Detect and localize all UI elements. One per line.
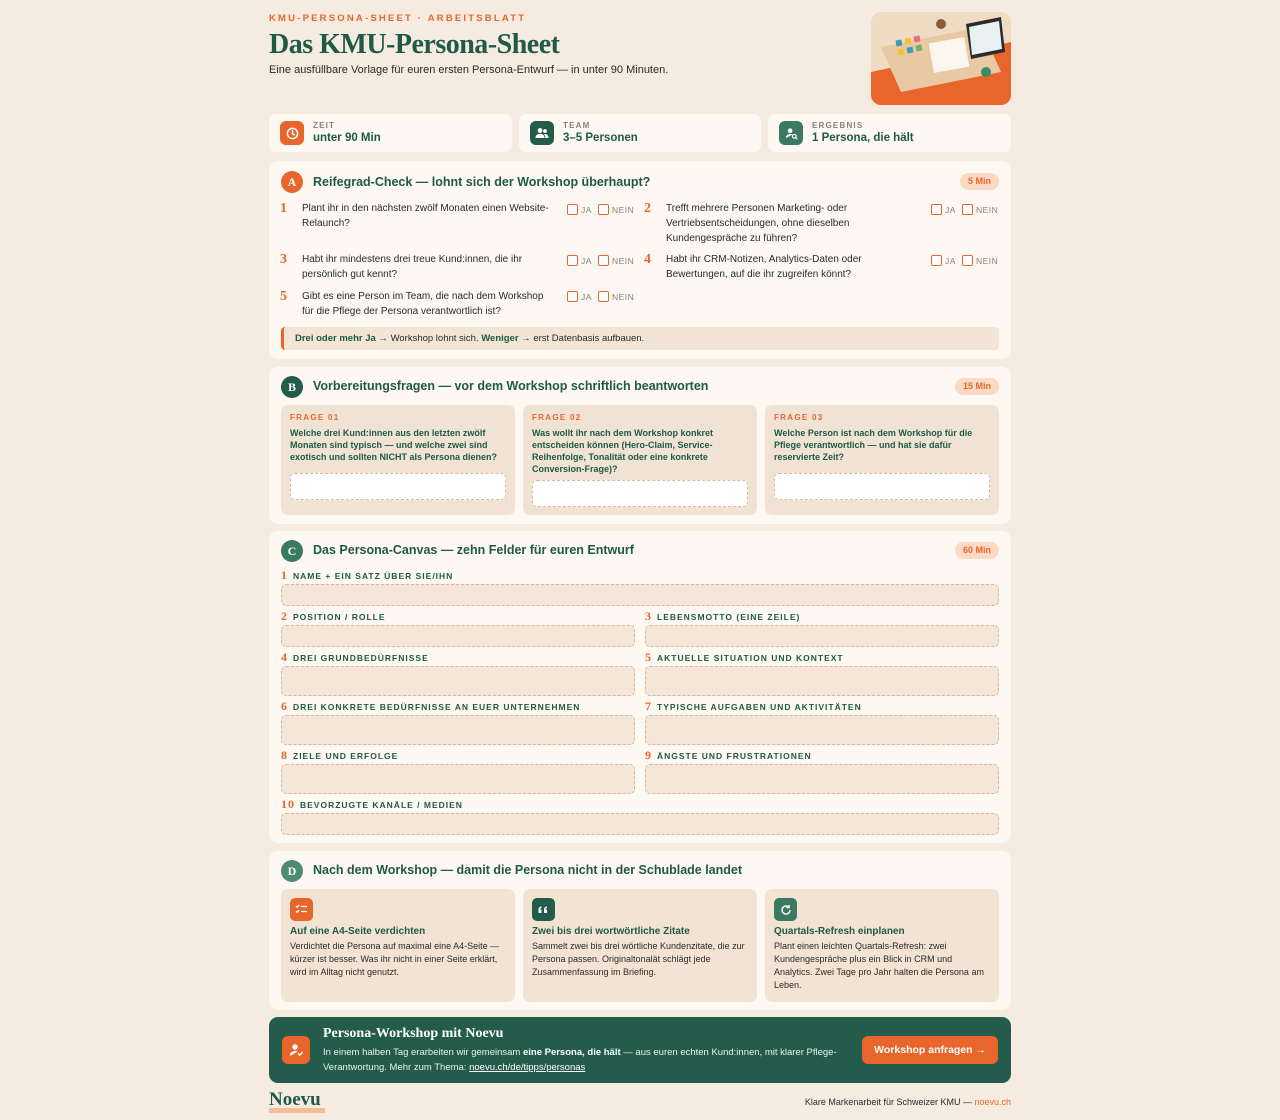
prep-question-text: Welche Person ist nach dem Workshop für die Pflege verantwortlich — und hat sie dafür reservierte Zeit?	[774, 428, 973, 462]
field-number: 4	[281, 650, 288, 664]
verdict-yes-result: → Workshop lohnt sich.	[375, 333, 482, 344]
tagline-text: Klare Markenarbeit für Schweizer KMU —	[804, 1097, 975, 1107]
stat-label: ZEIT	[313, 121, 336, 130]
field-number: 3	[645, 609, 652, 623]
section-badge: D	[281, 860, 303, 882]
checkbox-box[interactable]	[598, 204, 609, 215]
workshop-request-button[interactable]: Workshop anfragen →	[862, 1036, 998, 1064]
checkbox-box[interactable]	[931, 204, 942, 215]
stat-label: ERGEBNIS	[812, 121, 864, 130]
field-label: AKTUELLE SITUATION UND KONTEXT	[657, 653, 844, 663]
person-check-icon	[282, 1036, 310, 1064]
worksheet-page	[269, 0, 1011, 1110]
field-label: BEVORZUGTE KANÄLE / MEDIEN	[300, 800, 463, 810]
cta-text-part: In einem halben Tag erarbeiten wir gemeinsam	[323, 1047, 523, 1058]
checklist-icon	[290, 898, 313, 921]
field-number: 8	[281, 748, 288, 762]
yes-label: JA	[945, 255, 956, 266]
prep-question-label: FRAGE 02	[532, 413, 582, 422]
section-badge: B	[281, 376, 303, 398]
hero-illustration	[871, 12, 1011, 105]
canvas-field-input[interactable]	[281, 584, 999, 606]
verdict-no: Weniger	[481, 333, 519, 344]
field-number: 10	[281, 797, 295, 811]
question-number: 2	[644, 201, 651, 216]
checkbox-box[interactable]	[962, 255, 973, 266]
canvas-field-label	[281, 609, 386, 624]
prep-question-card	[523, 405, 757, 515]
no-checkbox[interactable]	[962, 255, 998, 266]
question-text: Gibt es eine Person im Team, die nach dem Workshop für die Pflege der Persona verantwortlich ist?	[302, 291, 544, 317]
time-badge: 5 Min	[960, 173, 999, 190]
prep-question-card	[765, 405, 999, 515]
prep-answer-input[interactable]	[290, 473, 506, 500]
cta-title: Persona-Workshop mit Noevu	[323, 1026, 504, 1041]
section-title: Reifegrad-Check — lohnt sich der Workshop überhaupt?	[313, 175, 651, 189]
field-label: LEBENSMOTTO (EINE ZEILE)	[657, 612, 801, 622]
time-badge: 60 Min	[955, 542, 999, 559]
field-number: 5	[645, 650, 652, 664]
canvas-field-input[interactable]	[645, 625, 999, 647]
people-icon	[530, 121, 554, 145]
prep-question-text: Welche drei Kund:innen aus den letzten zwölf Monaten sind typisch — und welche zwei sind exotisch und sollten NICHT als Persona dienen?	[290, 428, 498, 462]
canvas-field-input[interactable]	[281, 625, 635, 647]
yes-checkbox[interactable]	[567, 204, 592, 215]
question-number: 4	[644, 252, 651, 267]
stat-zeit	[269, 114, 512, 152]
card-text: Plant einen leichten Quartals-Refresh: zwei Kundengespräche plus ein Blick in CRM und Analytics. Zwei Tage pro Jahr halten die Persona am Leben.	[774, 941, 984, 990]
page-title: Das KMU-Persona-Sheet	[269, 29, 560, 60]
field-label: TYPISCHE AUFGABEN UND AKTIVITÄTEN	[657, 702, 862, 712]
stat-ergebnis	[768, 114, 1011, 152]
field-number: 6	[281, 699, 288, 713]
canvas-field-label	[645, 650, 844, 665]
section-c-canvas	[269, 531, 1011, 843]
checkbox-box[interactable]	[567, 204, 578, 215]
quote-icon	[532, 898, 555, 921]
prep-question-text: Was wollt ihr nach dem Workshop konkret entscheiden können (Hero-Claim, Service-Reihenfolge, Tonalität oder eine konkrete Conversion-Frage)?	[532, 428, 714, 474]
field-number: 2	[281, 609, 288, 623]
after-workshop-card	[765, 889, 999, 1002]
section-title: Vorbereitungsfragen — vor dem Workshop schriftlich beantworten	[313, 379, 709, 393]
question-text: Plant ihr in den nächsten zwölf Monaten einen Website-Relaunch?	[302, 203, 549, 229]
field-label: POSITION / ROLLE	[293, 612, 386, 622]
canvas-field-input[interactable]	[645, 715, 999, 745]
section-badge: A	[281, 171, 303, 193]
canvas-field-label	[645, 748, 812, 763]
canvas-field-label	[645, 699, 862, 714]
yes-label: JA	[581, 291, 592, 302]
prep-question-label: FRAGE 03	[774, 413, 824, 422]
checkbox-box[interactable]	[962, 204, 973, 215]
card-title: Auf eine A4-Seite verdichten	[290, 926, 426, 937]
canvas-field-input[interactable]	[645, 764, 999, 794]
page-subtitle: Eine ausfüllbare Vorlage für euren ersten Persona-Entwurf — in unter 90 Minuten.	[269, 64, 669, 76]
field-label: DREI GRUNDBEDÜRFNISSE	[293, 653, 429, 663]
prep-answer-input[interactable]	[532, 480, 748, 507]
canvas-field-label	[281, 797, 463, 812]
card-text: Verdichtet die Persona auf maximal eine A4-Seite — kürzer ist besser. Was ihr nicht in einer Seite erklärt, wird im Alltag nicht genutzt.	[290, 941, 500, 977]
no-checkbox[interactable]	[598, 204, 634, 215]
question-number: 5	[280, 289, 287, 304]
section-title: Nach dem Workshop — damit die Persona nicht in der Schublade landet	[313, 863, 743, 877]
footer-logo[interactable]: Noevu	[269, 1089, 321, 1110]
field-label: DREI KONKRETE BEDÜRFNISSE AN EUER UNTERNEHMEN	[293, 702, 581, 712]
verdict-box	[281, 327, 999, 350]
card-text: Sammelt zwei bis drei wörtliche Kundenzitate, die zur Persona passen. Originaltonalät schlägt jede Zusammenfassung im Briefing.	[532, 941, 745, 977]
cta-text-part: — aus euren echten Kund:innen, mit klarer Pflege-Verantwortung. Mehr zum Thema:	[323, 1047, 837, 1073]
verdict-no-result: → erst Datenbasis aufbauen.	[518, 333, 645, 344]
question-number: 3	[280, 252, 287, 267]
yes-label: JA	[581, 204, 592, 215]
canvas-field-input[interactable]	[281, 764, 635, 794]
refresh-icon	[774, 898, 797, 921]
stat-value: 3–5 Personen	[563, 132, 638, 144]
canvas-field-label	[281, 748, 398, 763]
question-number: 1	[280, 201, 287, 216]
canvas-field-input[interactable]	[645, 666, 999, 696]
no-label: NEIN	[612, 204, 635, 215]
stat-team	[519, 114, 761, 152]
no-label: NEIN	[612, 255, 635, 266]
section-badge: C	[281, 540, 303, 562]
no-checkbox[interactable]	[598, 291, 634, 302]
header	[269, 0, 1011, 110]
canvas-field-label	[281, 568, 453, 583]
cta-link[interactable]: noevu.ch/de/tipps/personas	[469, 1062, 586, 1073]
after-workshop-card	[281, 889, 515, 1002]
stat-value: 1 Persona, die hält	[812, 132, 914, 144]
prep-question-card	[281, 405, 515, 515]
yes-checkbox[interactable]	[931, 255, 956, 266]
canvas-field-input[interactable]	[281, 813, 999, 835]
time-badge: 15 Min	[955, 378, 999, 395]
after-workshop-card	[523, 889, 757, 1002]
prep-answer-input[interactable]	[774, 473, 990, 500]
checkbox-box[interactable]	[598, 255, 609, 266]
no-checkbox[interactable]	[962, 204, 998, 215]
no-label: NEIN	[612, 291, 635, 302]
desk-illustration	[871, 12, 1011, 105]
card-title: Zwei bis drei wortwörtliche Zitate	[532, 926, 690, 937]
cta-banner	[269, 1017, 1011, 1083]
checkbox-box[interactable]	[931, 255, 942, 266]
stat-label: TEAM	[563, 121, 591, 130]
section-a-reifegrad	[269, 161, 1011, 359]
field-number: 1	[281, 568, 288, 582]
question-text: Trefft mehrere Personen Marketing- oder Vertriebsentscheidungen, ohne dieselben Kundengespräche zu führen?	[666, 203, 850, 244]
canvas-field-input[interactable]	[281, 715, 635, 745]
question-text: Habt ihr mindestens drei treue Kund:innen, die ihr persönlich gut kennt?	[302, 254, 523, 280]
field-number: 7	[645, 699, 652, 713]
canvas-field-input[interactable]	[281, 666, 635, 696]
prep-question-label: FRAGE 01	[290, 413, 340, 422]
field-number: 9	[645, 748, 652, 762]
section-d-nach-workshop	[269, 851, 1011, 1010]
field-label: ZIELE UND ERFOLGE	[293, 751, 399, 761]
yes-label: JA	[945, 204, 956, 215]
yes-checkbox[interactable]	[567, 291, 592, 302]
yes-checkbox[interactable]	[567, 255, 592, 266]
no-label: NEIN	[976, 255, 999, 266]
canvas-field-label	[281, 699, 580, 714]
checkbox-box[interactable]	[567, 255, 578, 266]
verdict-yes: Drei oder mehr Ja	[295, 333, 376, 344]
yes-checkbox[interactable]	[931, 204, 956, 215]
person-search-icon	[779, 121, 803, 145]
footer-tagline	[805, 1097, 1011, 1107]
field-label: NAME + EIN SATZ ÜBER SIE/IHN	[293, 571, 454, 581]
section-title: Das Persona-Canvas — zehn Felder für euren Entwurf	[313, 543, 634, 557]
canvas-field-label	[281, 650, 429, 665]
clock-icon	[280, 121, 304, 145]
canvas-field-label	[645, 609, 800, 624]
stats-row	[269, 114, 1011, 152]
question-text: Habt ihr CRM-Notizen, Analytics-Daten oder Bewertungen, auf die ihr zugreifen könnt?	[666, 254, 862, 280]
cta-text	[323, 1045, 859, 1075]
eyebrow: KMU-PERSONA-SHEET · ARBEITSBLATT	[269, 13, 527, 24]
card-title: Quartals-Refresh einplanen	[774, 926, 905, 937]
no-label: NEIN	[976, 204, 999, 215]
no-checkbox[interactable]	[598, 255, 634, 266]
cta-text-bold: eine Persona, die hält	[522, 1047, 621, 1058]
checkbox-box[interactable]	[598, 291, 609, 302]
yes-label: JA	[581, 255, 592, 266]
footer-link[interactable]: noevu.ch	[974, 1097, 1011, 1107]
stat-value: unter 90 Min	[313, 132, 381, 144]
checkbox-box[interactable]	[567, 291, 578, 302]
section-b-vorbereitung	[269, 367, 1011, 524]
field-label: ÄNGSTE UND FRUSTRATIONEN	[657, 751, 812, 761]
